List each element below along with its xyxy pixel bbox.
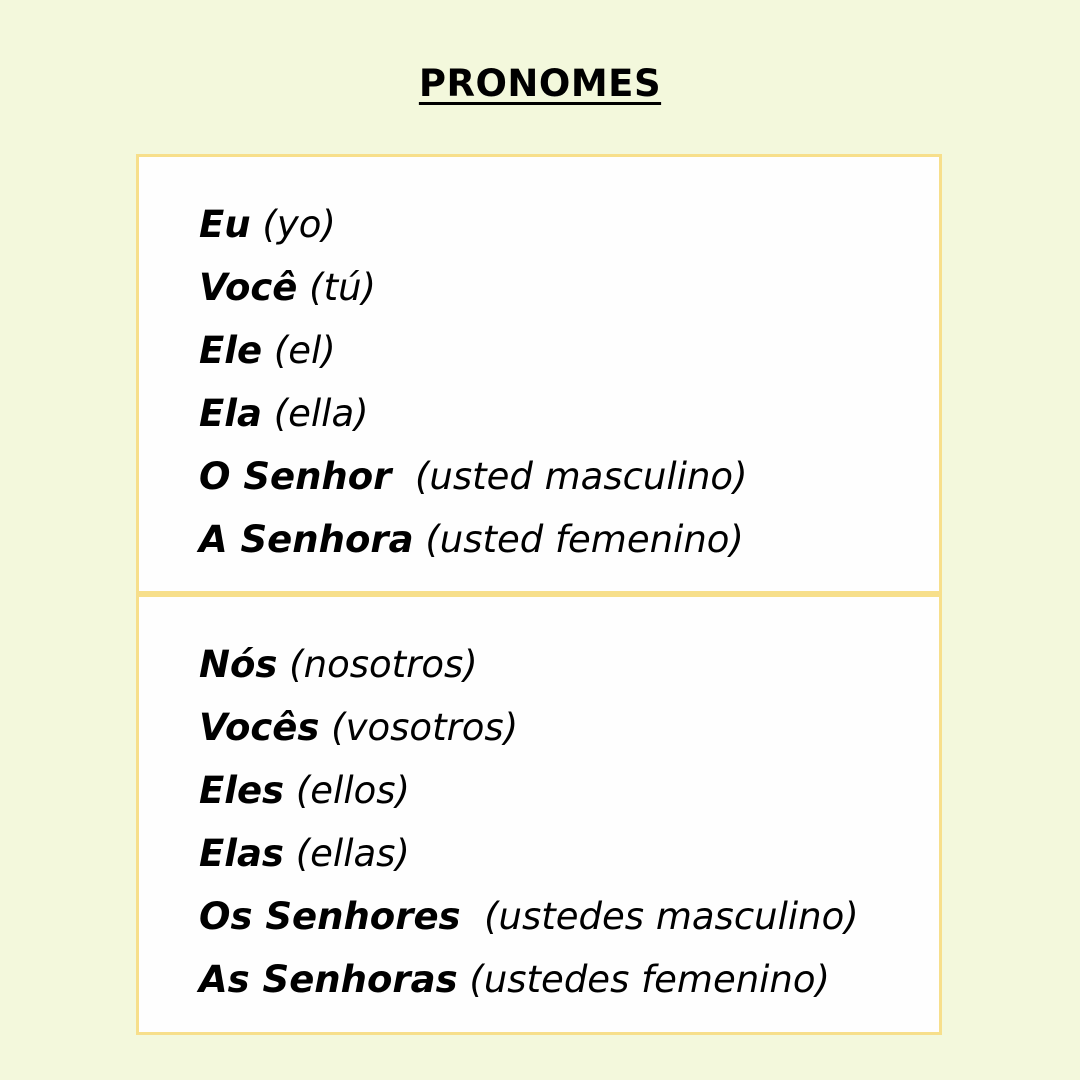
- list-item: [199, 382, 748, 445]
- list-item: [199, 885, 859, 948]
- translation: (ustedes femenino): [457, 958, 830, 1001]
- list-item: [199, 948, 859, 1011]
- translation: (usted masculino): [391, 455, 748, 498]
- list-item: [199, 508, 748, 571]
- pronoun: Você: [199, 266, 298, 309]
- list-item: [199, 822, 859, 885]
- singular-pronouns-list: [199, 193, 748, 571]
- pronoun: Ela: [199, 392, 262, 435]
- translation: (ella): [261, 392, 369, 435]
- page-title-text: PRONOMES: [418, 62, 662, 105]
- page-title: [0, 58, 1080, 110]
- list-item: [199, 445, 748, 508]
- pronoun: Ele: [199, 329, 263, 372]
- translation: (usted femenino): [413, 518, 744, 561]
- list-item: [199, 696, 859, 759]
- list-item: [199, 633, 859, 696]
- translation: (el): [262, 329, 336, 372]
- pronoun: Elas: [199, 832, 284, 875]
- pronoun: Vocês: [199, 706, 320, 749]
- pronoun: Os Senhores: [199, 895, 461, 938]
- pronoun: Nós: [199, 643, 278, 686]
- list-item: [199, 319, 748, 382]
- translation: (ellas): [283, 832, 410, 875]
- plural-pronouns-list: [199, 633, 859, 1011]
- pronoun: A Senhora: [199, 518, 414, 561]
- pronoun: Eu: [199, 203, 251, 246]
- translation: (ustedes masculino): [460, 895, 859, 938]
- pronoun: O Senhor: [199, 455, 392, 498]
- list-item: [199, 256, 748, 319]
- translation: (nosotros): [277, 643, 478, 686]
- translation: (yo): [250, 203, 336, 246]
- pronoun: Eles: [199, 769, 285, 812]
- singular-pronouns-box: [136, 154, 942, 594]
- list-item: [199, 193, 748, 256]
- pronoun: As Senhoras: [199, 958, 458, 1001]
- translation: (tú): [297, 266, 376, 309]
- list-item: [199, 759, 859, 822]
- translation: (vosotros): [319, 706, 519, 749]
- translation: (ellos): [284, 769, 410, 812]
- plural-pronouns-box: [136, 594, 942, 1035]
